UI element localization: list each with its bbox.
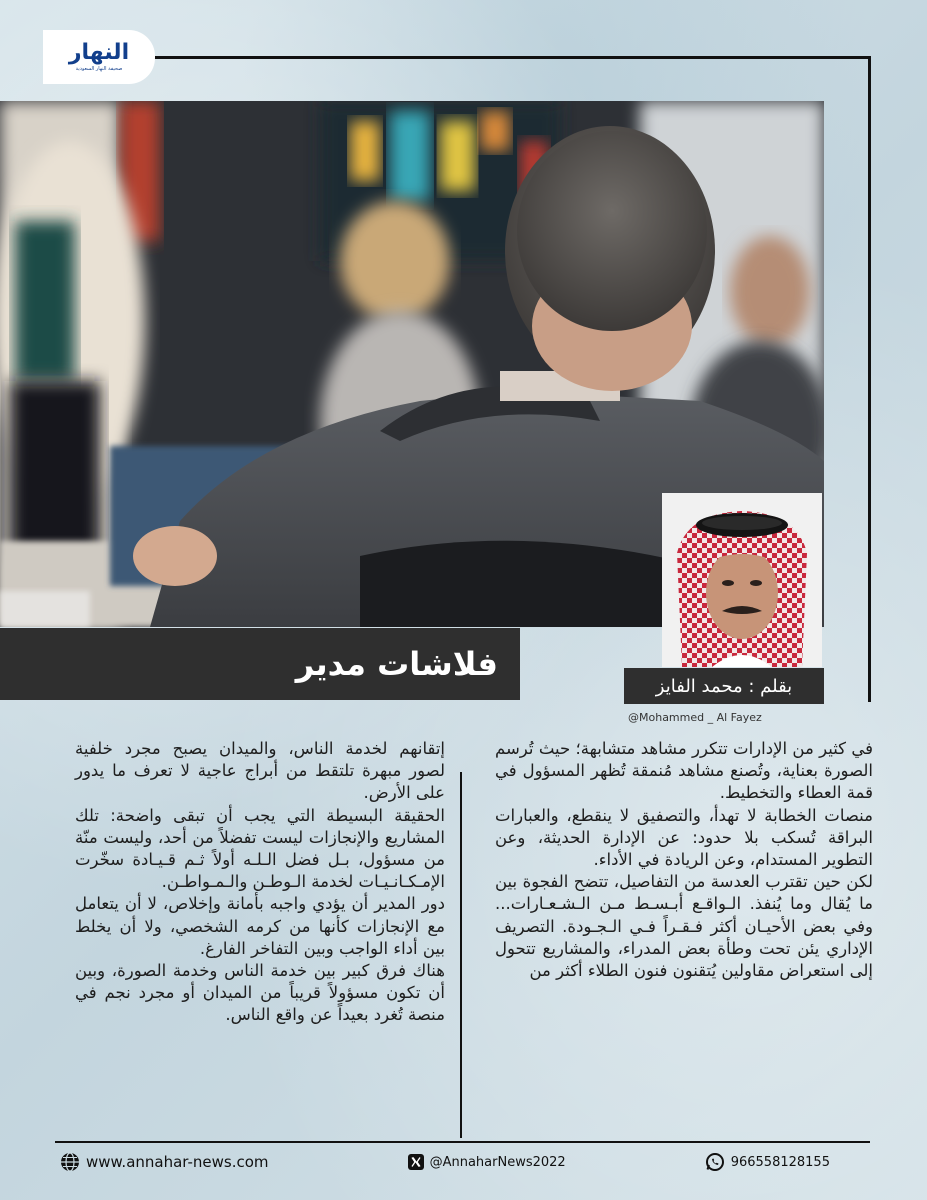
footer-divider [55,1141,870,1143]
twitter-handle: @AnnaharNews2022 [429,1154,566,1170]
column-divider [460,772,462,1138]
author-portrait-illustration [662,493,822,667]
paragraph: منصات الخطابة لا تهدأ، والتصفيق لا ينقطع، والعبارات البراقة تُسكب بلا حدود: عن الإدارة الحديثة، وعن التطوير المستدام، وعن الريادة في الأداء. [495,805,873,870]
article-column-right [495,738,873,982]
footer-website[interactable] [60,1152,269,1172]
paragraph: لكن حين تقترب العدسة من التفاصيل، تتضح الفجوة بين ما يُقال وما يُنفذ. الـواقـع أبـسـط مـن الـشـعـارات... وفي بعض الأحيـان أكثر فـقـراً فـي الـجـودة. التصريف الإداري يئن تحت وطأة بعض المدراء، والمشاريع تتحول إلى استعراض مقاولين يُتقنون فنون الطلاء أكثر من [495,872,873,981]
paragraph: دور المدير أن يؤدي واجبه بأمانة وإخلاص، لا أن يتعامل مع الإنجازات كأنها من كرمه الشخصي، ولا أن يخلط بين أداء الواجب وبين التفاخر الفارغ. [75,894,445,958]
paragraph: إتقانهم لخدمة الناس، والميدان يصبح مجرد خلفية لصور مبهرة تلتقط من أبراج عاجية لا تعرف ما يدور على الأرض. [75,739,445,803]
author-handle[interactable]: @Mohammed _ Al Fayez [628,711,762,724]
phone-number: 966558128155 [730,1154,830,1170]
author-byline: بقلم : محمد الفايز [655,675,793,697]
footer-twitter[interactable] [408,1154,566,1170]
logo-tagline: صحيفة النهار السعودية [75,66,123,72]
frame-top-line [135,56,871,59]
author-portrait [662,493,822,667]
paragraph: في كثير من الإدارات تتكرر مشاهد متشابهة؛ حيث تُرسم الصورة بعناية، وتُصنع مشاهد مُنمقة تُظهر المسؤول في قمة العطاء والتخطيط. [495,739,873,803]
article-title-band [0,628,520,700]
frame-right-line [868,56,871,702]
newspaper-logo[interactable] [43,30,155,84]
paragraph: الحقيقة البسيطة التي يجب أن تبقى واضحة: تلك المشاريع والإنجازات ليست تفضلاً من أحد، وليست منّة من مسؤول، بـل فضل الـلـه أولاً ثـم قـيـادة سخّرت الإمـكـانـيـات لخدمة الـوطـن والـمـواطـن. [75,805,445,892]
whatsapp-icon [705,1152,725,1172]
footer [60,1150,830,1174]
paragraph: هناك فرق كبير بين خدمة الناس وخدمة الصورة، وبين أن تكون مسؤولاً قريباً من الميدان أو مجرد نجم في منصة تُغرد بعيداً عن واقع الناس. [75,961,445,1025]
article-column-left [75,738,445,1027]
byline-band [624,668,824,704]
footer-phone[interactable] [705,1152,830,1172]
x-logo-icon [408,1154,424,1170]
globe-icon [60,1152,80,1172]
logo-wordmark: النهار [68,40,130,65]
article-title: فلاشات مدير [295,645,498,683]
website-url: www.annahar-news.com [86,1153,269,1171]
